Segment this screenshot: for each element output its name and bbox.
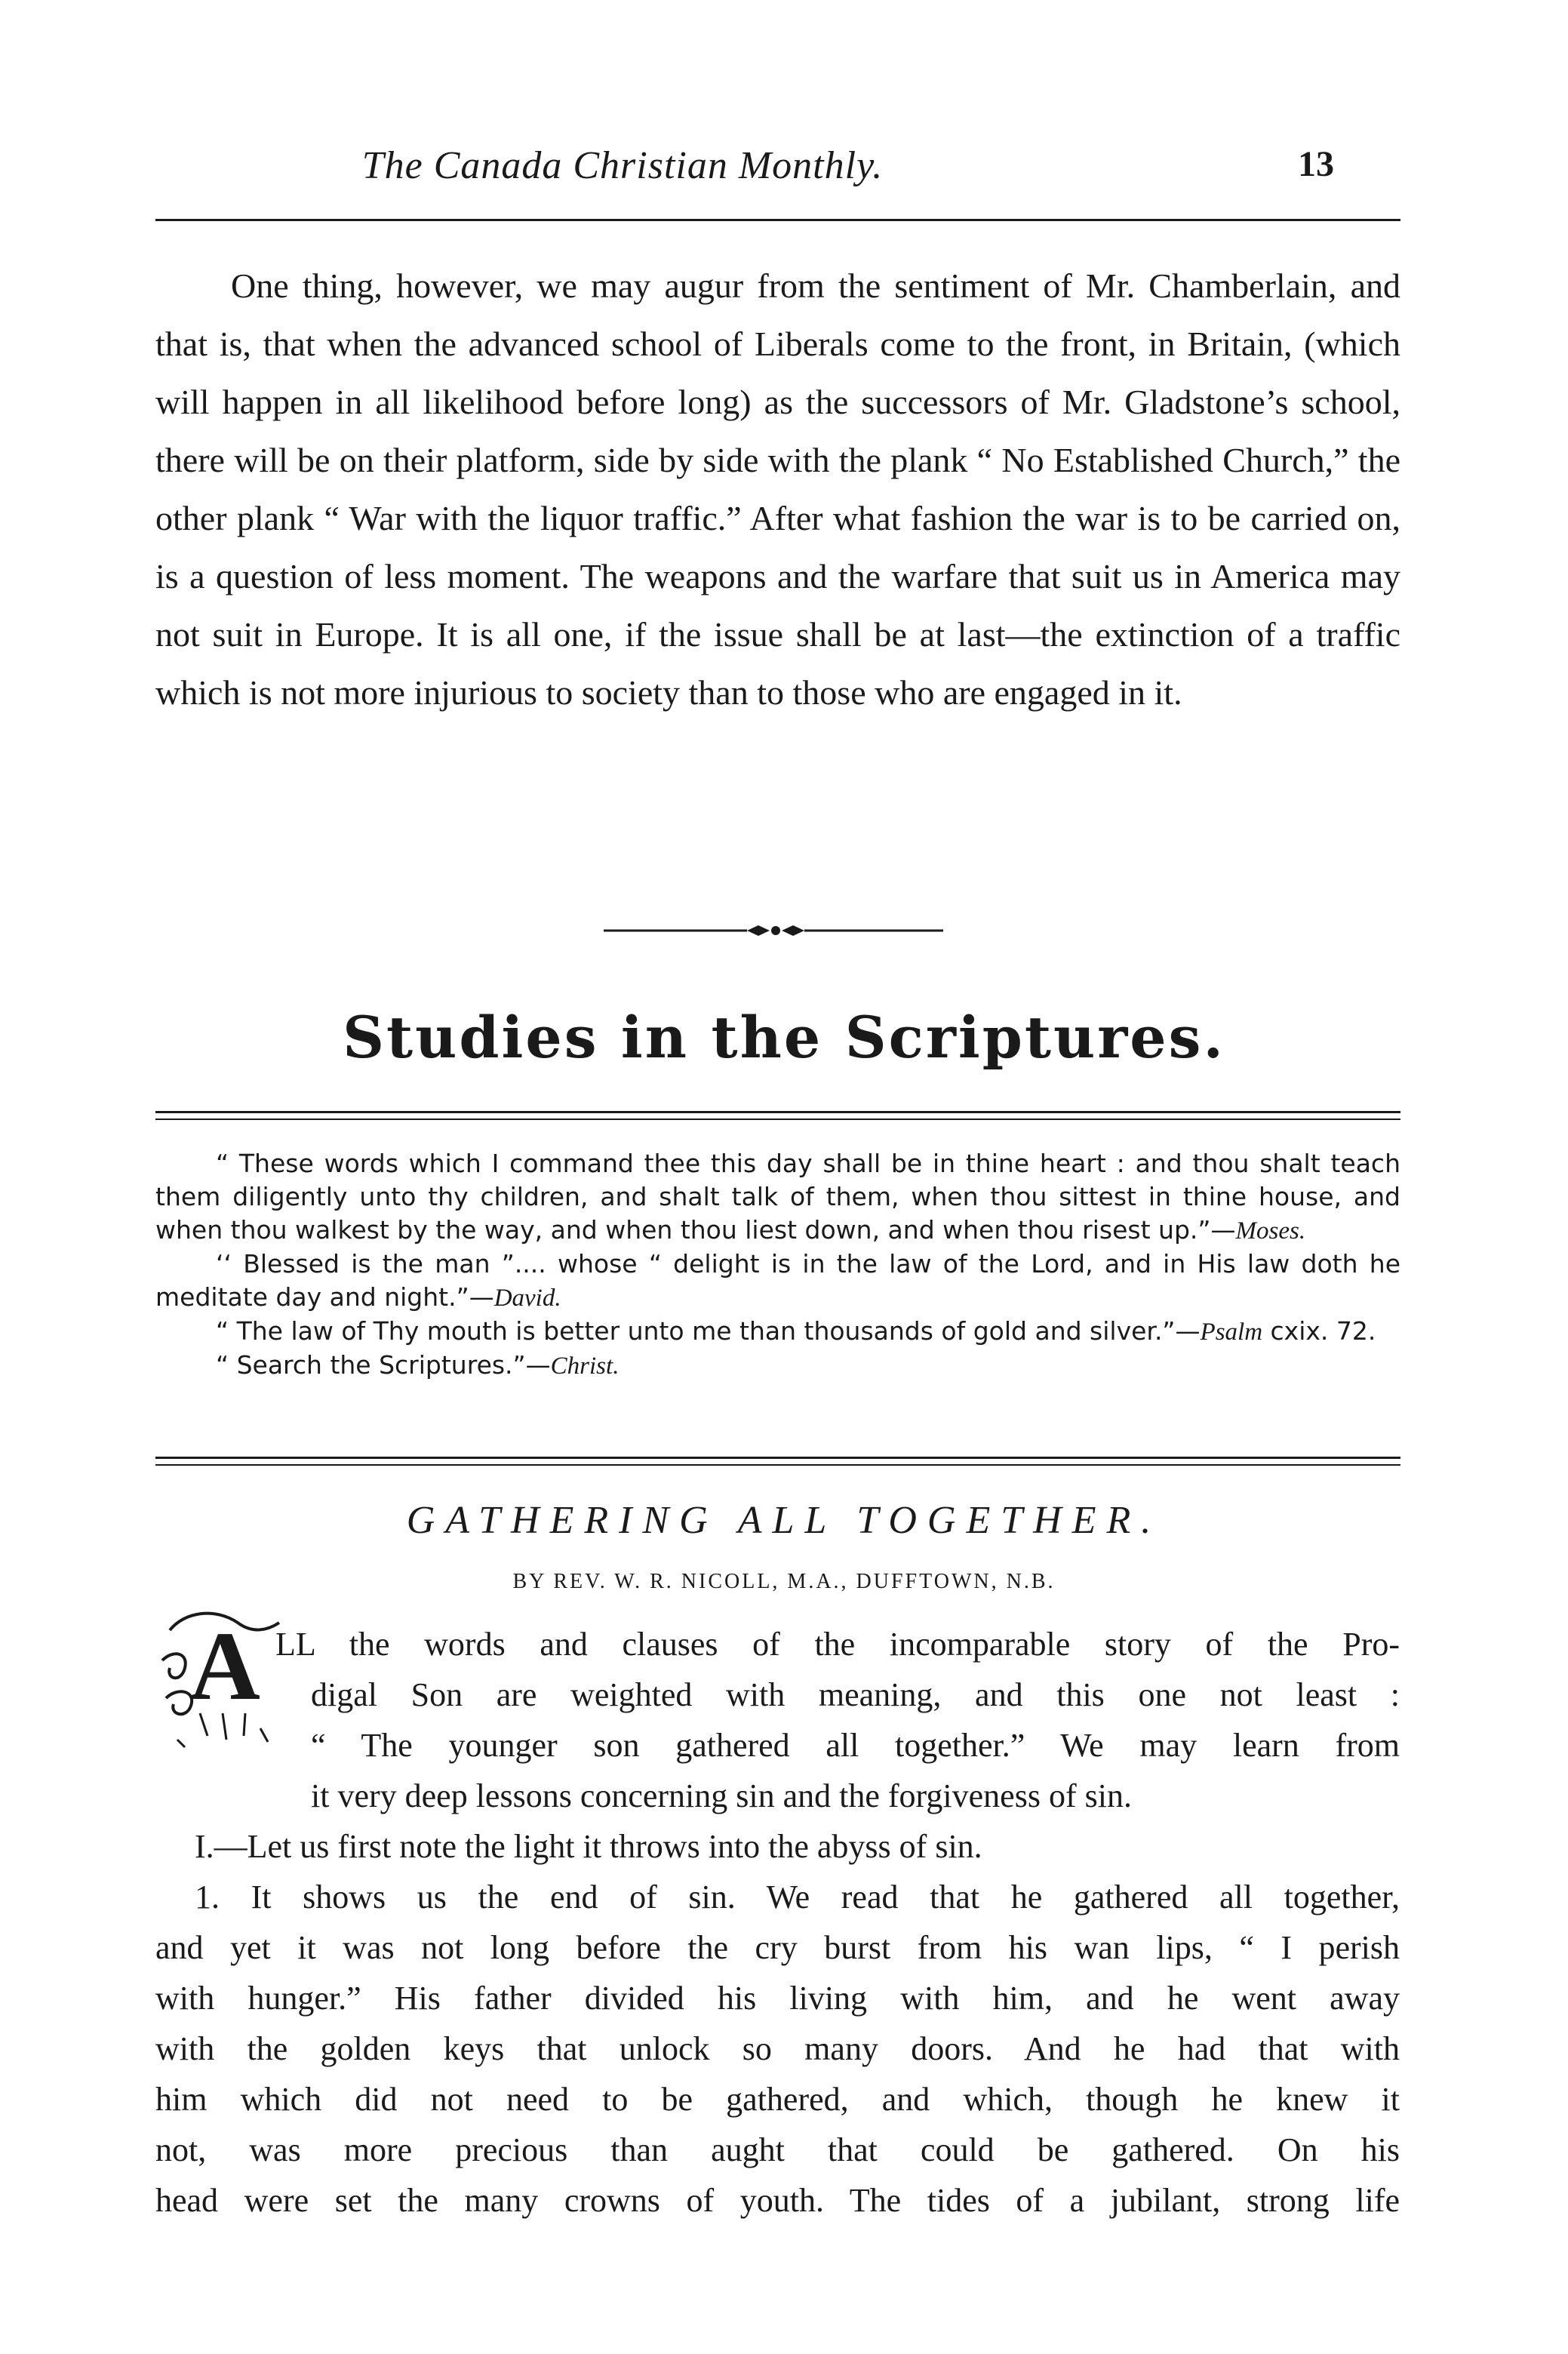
epigraph-rule-top [155,1457,1400,1459]
article-para-line: head were set the many crowns of youth. The tides of a jubilant, strong life [155,2182,1400,2219]
article-para-line: not, was more precious than aught that could be gathered. On his [155,2131,1400,2168]
article-byline: BY REV. W. R. NICOLL, M.A., DUFFTOWN, N.B. [512,1570,1056,1593]
article-line: digal Son are weighted with meaning, and this one not least : [311,1676,1400,1713]
epigraph-text: “ Search the Scriptures.”— [216,1350,551,1380]
epigraph-david [155,1248,1400,1315]
epigraph-rule-bottom [155,1464,1400,1466]
section-heading-rule-top [155,1111,1400,1113]
article-line: it very deep lessons concerning sin and the forgiveness of sin. [311,1777,1132,1814]
drop-cap-letter: A [189,1612,260,1721]
epigraph-attribution: David. [493,1285,561,1312]
section-heading-rule-bottom [155,1119,1400,1120]
article-point-one: I.—Let us first note the light it throws into the abyss of sin. [195,1828,982,1865]
section-heading: Studies in the Scriptures. [343,1004,1225,1071]
epigraph-attribution: Psalm [1200,1319,1263,1346]
header-rule [155,219,1400,221]
article-para-line: with hunger.” His father divided his living with him, and he went away [155,1980,1400,2017]
epigraph-attribution: Moses. [1235,1217,1306,1245]
article-title: GATHERING ALL TOGETHER. [406,1499,1162,1542]
epigraph-text: ‘‘ Blessed is the man ”.... whose “ delight is in the law of the Lord, and in His law doth he meditate day and night.”— [155,1249,1400,1312]
continued-paragraph-text [155,257,1400,722]
running-title: The Canada Christian Monthly. [361,144,884,187]
ornament-divider [604,919,943,942]
article-para-line: 1. It shows us the end of sin. We read that he gathered all together, [195,1879,1400,1916]
epigraph-text: “ The law of Thy mouth is better unto me than thousands of gold and silver.”— [216,1316,1201,1346]
drop-cap [155,1608,283,1751]
article-para-line: him which did not need to be gathered, and which, though he knew it [155,2081,1400,2118]
epigraph-attribution: Christ. [550,1352,620,1380]
epigraph-moses [155,1147,1400,1248]
page-number: 13 [1298,144,1334,184]
continued-paragraph-body: One thing, however, we may augur from the sentiment of Mr. Chamberlain, and that is, that when the advanced school of Liberals come to the front, in Britain, (which will happen in all likelihood before long) as the successors of Mr. Gladstone’s school, there will be on their platform, side by side with the plank “ No Established Church,” the other plank “ War with the liquor traffic.” After what fashion the war is to be carried on, is a question of less moment. The weapons and the warfare that suit us in America may not suit in Europe. It is all one, if the issue shall be at last—the extinction of a traffic which is not more injurious to society than to those who are engaged in it. [155,266,1400,712]
epigraph-text: “ These words which I command thee this day shall be in thine heart : and thou shalt teach them diligently unto thy children, and shalt talk of them, when thou sittest in thine house, and when thou walkest by the way, and when thou liest down, and when thou risest up.”— [155,1149,1400,1245]
article-para-line: with the golden keys that unlock so many doors. And he had that with [155,2030,1400,2067]
epigraph-psalm [155,1315,1400,1349]
article-line: “ The younger son gathered all together.” We may learn from [311,1727,1400,1764]
article-para-line: and yet it was not long before the cry burst from his wan lips, “ I perish [155,1929,1400,1966]
article-line: LL the words and clauses of the incomparable story of the Pro- [275,1626,1400,1663]
continued-paragraph [155,257,1400,722]
epigraph-christ [155,1349,1400,1383]
epigraph-reference: cxix. 72. [1262,1316,1376,1346]
epigraphs [155,1147,1400,1383]
